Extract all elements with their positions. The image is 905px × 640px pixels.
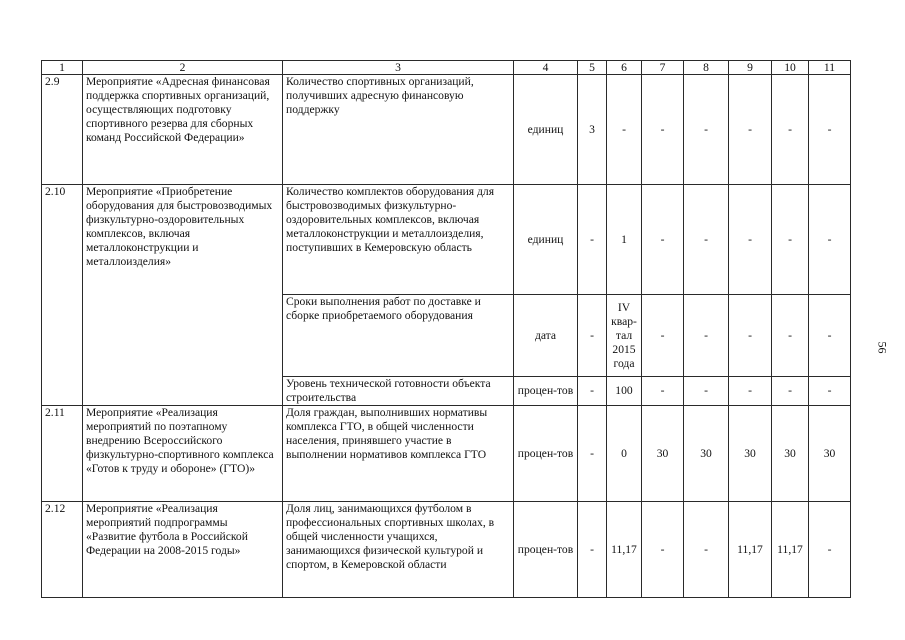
value-cell: - xyxy=(772,185,809,295)
unit-cell: единиц xyxy=(514,185,578,295)
unit-cell: процен-тов xyxy=(514,406,578,502)
column-header: 10 xyxy=(772,61,809,75)
event-cell: Мероприятие «Реализация мероприятий по поэтапному внедрению Всероссийского физкультурно-спортивного комплекса «Готов к труду и обороне» (ГТО)» xyxy=(83,406,283,502)
value-cell: - xyxy=(684,185,729,295)
column-header: 7 xyxy=(642,61,684,75)
indicator-cell: Доля лиц, занимающихся футболом в профессиональных спортивных школах, в общей численности учащихся, занимающихся физической культурой и спортом, в Кемеровской области xyxy=(283,502,514,598)
value-cell: - xyxy=(809,75,851,185)
table-row xyxy=(42,185,851,295)
value-cell: - xyxy=(729,377,772,406)
value-cell: IV квар-тал 2015 года xyxy=(607,295,642,377)
value-cell: - xyxy=(642,75,684,185)
value-cell: - xyxy=(578,295,607,377)
value-cell: - xyxy=(684,377,729,406)
value-cell: - xyxy=(809,502,851,598)
column-header: 11 xyxy=(809,61,851,75)
row-number-cell: 2.11 xyxy=(42,406,83,502)
row-number-cell: 2.10 xyxy=(42,185,83,406)
indicator-cell: Сроки выполнения работ по доставке и сборке приобретаемого оборудования xyxy=(283,295,514,377)
event-cell: Мероприятие «Реализация мероприятий подпрограммы «Развитие футбола в Российской Федерации на 2008-2015 годы» xyxy=(83,502,283,598)
column-header: 3 xyxy=(283,61,514,75)
value-cell: 30 xyxy=(642,406,684,502)
value-cell: 30 xyxy=(809,406,851,502)
table-row xyxy=(42,406,851,502)
indicator-cell: Доля граждан, выполнивших нормативы комплекса ГТО, в общей численности населения, принявшего участие в выполнении нормативов комплекса ГТО xyxy=(283,406,514,502)
value-cell: - xyxy=(772,75,809,185)
unit-cell: единиц xyxy=(514,75,578,185)
column-header: 5 xyxy=(578,61,607,75)
indicator-cell: Уровень технической готовности объекта строительства xyxy=(283,377,514,406)
value-cell: 11,17 xyxy=(772,502,809,598)
value-cell: - xyxy=(578,502,607,598)
value-cell: - xyxy=(729,185,772,295)
value-cell: - xyxy=(684,75,729,185)
value-cell: - xyxy=(578,185,607,295)
row-number-cell: 2.12 xyxy=(42,502,83,598)
column-header: 4 xyxy=(514,61,578,75)
indicator-cell: Количество спортивных организаций, получивших адресную финансовую поддержку xyxy=(283,75,514,185)
value-cell: - xyxy=(642,185,684,295)
value-cell: - xyxy=(809,185,851,295)
value-cell: - xyxy=(578,377,607,406)
unit-cell: процен-тов xyxy=(514,502,578,598)
value-cell: 100 xyxy=(607,377,642,406)
value-cell: - xyxy=(809,295,851,377)
column-header: 9 xyxy=(729,61,772,75)
event-cell: Мероприятие «Адресная финансовая поддержка спортивных организаций, осуществляющих подготовку спортивного резерва для сборных команд Российской Федерации» xyxy=(83,75,283,185)
value-cell: 3 xyxy=(578,75,607,185)
unit-cell: дата xyxy=(514,295,578,377)
value-cell: 11,17 xyxy=(607,502,642,598)
value-cell: - xyxy=(772,295,809,377)
value-cell: - xyxy=(772,377,809,406)
column-header: 6 xyxy=(607,61,642,75)
value-cell: - xyxy=(642,502,684,598)
indicators-table xyxy=(41,60,851,598)
table-row xyxy=(42,502,851,598)
value-cell: - xyxy=(684,502,729,598)
value-cell: - xyxy=(642,295,684,377)
column-header: 1 xyxy=(42,61,83,75)
unit-cell: процен-тов xyxy=(514,377,578,406)
page-number: 56 xyxy=(875,341,890,354)
value-cell: 30 xyxy=(772,406,809,502)
value-cell: 30 xyxy=(729,406,772,502)
value-cell: - xyxy=(578,406,607,502)
column-header: 8 xyxy=(684,61,729,75)
value-cell: 11,17 xyxy=(729,502,772,598)
column-header: 2 xyxy=(83,61,283,75)
value-cell: - xyxy=(642,377,684,406)
value-cell: - xyxy=(729,295,772,377)
value-cell: - xyxy=(684,295,729,377)
value-cell: - xyxy=(729,75,772,185)
indicator-cell: Количество комплектов оборудования для быстровозводимых физкультурно-оздоровительных комплексов, включая металлоконструкции и металлоизделия, поступивших в Кемеровскую область xyxy=(283,185,514,295)
value-cell: - xyxy=(809,377,851,406)
value-cell: 1 xyxy=(607,185,642,295)
value-cell: 0 xyxy=(607,406,642,502)
event-cell: Мероприятие «Приобретение оборудования для быстровозводимых физкультурно-оздоровительных комплексов, включая металлоконструкции и металлоизделия» xyxy=(83,185,283,406)
value-cell: 30 xyxy=(684,406,729,502)
header-row xyxy=(42,61,851,75)
row-number-cell: 2.9 xyxy=(42,75,83,185)
value-cell: - xyxy=(607,75,642,185)
table-row xyxy=(42,75,851,185)
